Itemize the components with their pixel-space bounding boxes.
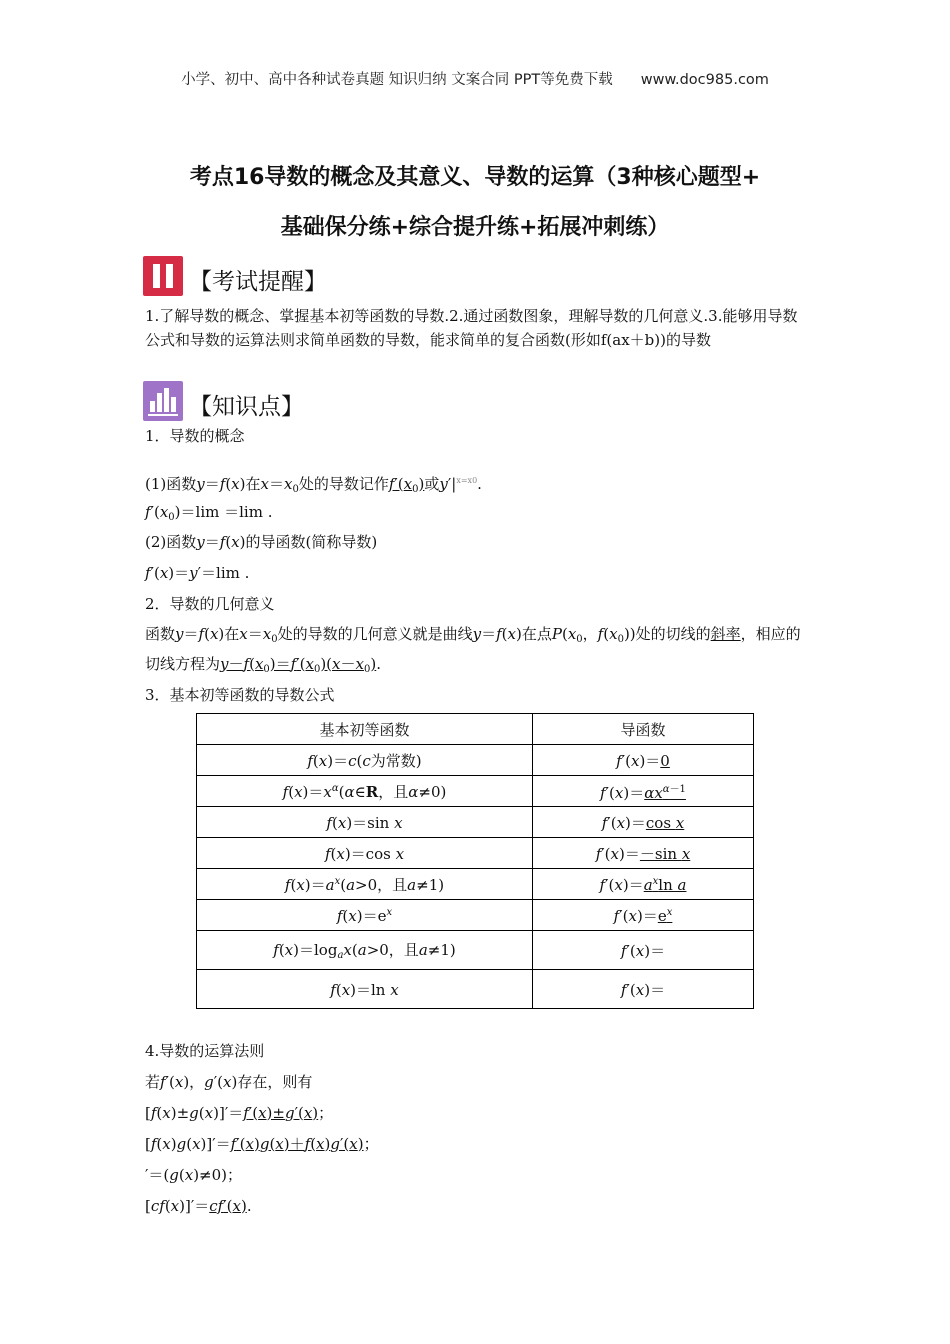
heading-geometric-meaning: 2．导数的几何意义	[145, 595, 275, 613]
bar-chart-icon	[143, 381, 183, 421]
section-label-knowledge: 【知识点】	[189, 394, 304, 420]
header-url[interactable]: www.doc985.com	[640, 72, 769, 88]
derivative-formula-table	[196, 713, 754, 1009]
heading-derivative-concept: 1．导数的概念	[145, 427, 245, 445]
table-row: f(x)＝cos x f′(x)＝－sin x	[197, 838, 754, 869]
table-row: $f(x)=e^x$ $f'(x)=e^x$	[197, 900, 754, 931]
page-header	[0, 68, 950, 89]
math-line: $f'(x_0)=\lim =\lim$ .	[145, 503, 273, 523]
math-line: [cf(x)]′＝cf′(x).	[145, 1197, 252, 1215]
table-row: $f(x)=a^x(a>0$，且a≠1) $f'(x)=a^x\ln$ a	[197, 869, 754, 900]
table-row: $f(x)=\log_ax(a>0$，且a≠1) f′(x)＝	[197, 931, 754, 970]
header-text: 小学、初中、高中各种试卷真题 知识归纳 文案合同 PPT等免费下载	[181, 72, 613, 88]
math-line: (1)函数y＝f(x)在$x=x_0$处的导数记作$f'(x_0)$或$y'|^{x=x0}$.	[145, 475, 482, 495]
col-header-function: 基本初等函数	[197, 714, 533, 745]
pause-bars-icon	[143, 256, 183, 296]
math-paragraph: 函数y＝f(x)在$x=x_0$处的导数的几何意义就是曲线y＝f(x)在点$P(x_0$，$f(x_0)$)处的切线的斜率，相应的切线方程为$y-f(x_0)=f'(x_0)(x-x_0)$.	[145, 625, 801, 675]
heading-formulas: 3．基本初等函数的导数公式	[145, 686, 335, 704]
heading-operation-rules: 4.导数的运算法则	[145, 1042, 265, 1060]
doc-title-line2: 基础保分练+综合提升练+拓展冲刺练）	[280, 215, 670, 240]
table-row: f(x)＝c(c为常数) f′(x)＝0	[197, 745, 754, 776]
col-header-derivative: 导函数	[533, 714, 754, 745]
math-line: ′＝(g(x)≠0)；	[145, 1166, 243, 1184]
table-row: f(x)＝ln x f′(x)＝	[197, 970, 754, 1009]
section-knowledge	[143, 377, 304, 421]
math-line: [f(x)±g(x)]′＝f′(x)±g′(x)；	[145, 1104, 334, 1122]
section-label-reminder: 【考试提醒】	[189, 269, 327, 295]
math-line: (2)函数y＝f(x)的导函数(简称导数)	[145, 533, 378, 551]
math-line: [f(x)g(x)]′＝f′(x)g(x)＋f(x)g′(x)；	[145, 1135, 379, 1153]
reminder-text: 1.了解导数的概念、掌握基本初等函数的导数.2.通过函数图象，理解导数的几何意义.3.能够用导数公式和导数的运算法则求简单函数的导数，能求简单的复合函数(形如f(ax＋b))的导数	[145, 307, 798, 349]
table-row: $f(x)=x^\alpha(\alpha\in R$，且α≠0) $f'(x)=\alpha x^{\alpha-1}$	[197, 776, 754, 807]
math-line: 若f′(x)，g′(x)存在，则有	[145, 1073, 313, 1091]
section-exam-reminder	[143, 252, 327, 296]
doc-title-line1: 考点16导数的概念及其意义、导数的运算（3种核心题型+	[189, 165, 761, 190]
table-header-row	[197, 714, 754, 745]
math-line: f′(x)＝y′＝lim .	[145, 564, 250, 582]
table-row: f(x)＝sin x f′(x)＝cos x	[197, 807, 754, 838]
